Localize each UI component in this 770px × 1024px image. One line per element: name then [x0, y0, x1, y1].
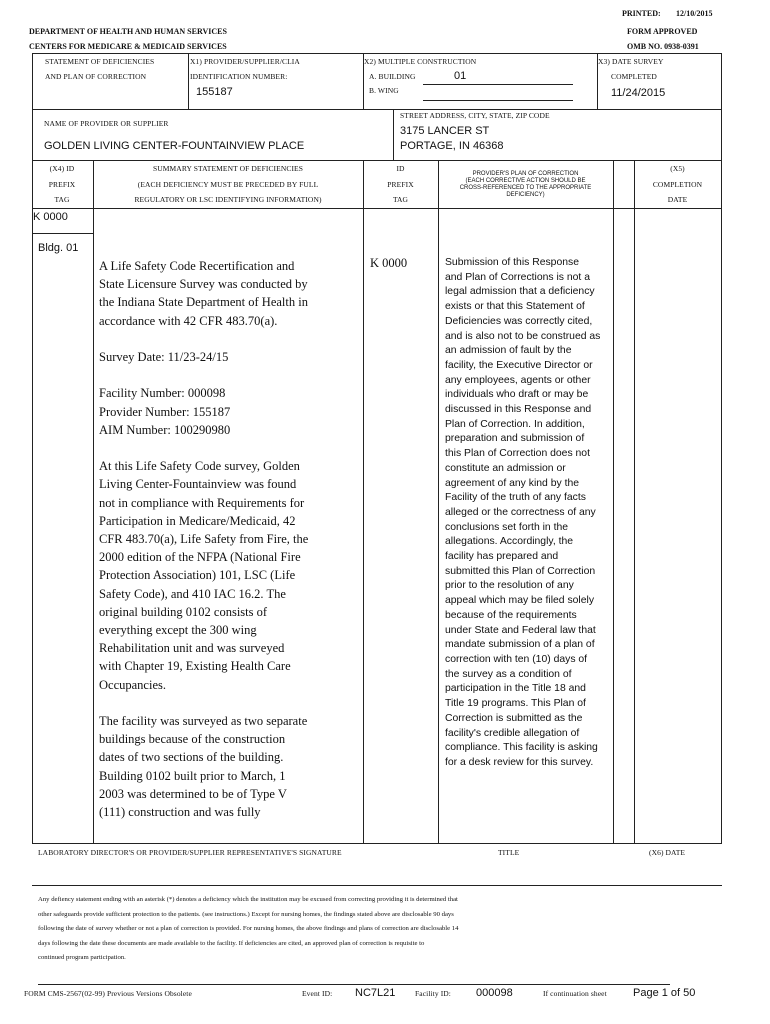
plan-header-3: CROSS-REFERENCED TO THE APPROPRIATE	[459, 185, 592, 191]
centers-title: CENTERS FOR MEDICARE & MEDICAID SERVICES	[29, 42, 227, 51]
printed-date: 12/10/2015	[676, 9, 713, 18]
plan-header-2: (EACH CORRECTIVE ACTION SHOULD BE	[465, 178, 586, 184]
summary-header-2: (EACH DEFICIENCY MUST BE PRECEDED BY FULL	[137, 180, 319, 189]
event-id-label: Event ID:	[302, 989, 333, 998]
survey-date: 11/24/2015	[611, 87, 666, 99]
tag-mid: K 0000	[370, 256, 408, 270]
footnote-line: days following the date these documents are made available to the facility. If deficiencies are cited, an approved plan of correction is requisite to	[38, 939, 425, 947]
provider-name-label: NAME OF PROVIDER OR SUPPLIER	[44, 119, 169, 128]
form-approved: FORM APPROVED	[627, 27, 698, 36]
x3-label-1: X3) DATE SURVEY	[598, 57, 664, 66]
plan-of-correction: Submission of this Response and Plan of Corrections is not a legal admission that a deficiency exists or that this Statement of Deficiencies was correctly cited, and is also not to be construed as an admission of fault by the facility, the Executive Director or any employees, agents or other individuals who draft or may be discussed in this Response and Plan of Correction. In addition, preparation and submission of this Plan of Correction does not constitute an admission or agreement of any kind by the Facility of the truth of any facts alleged or the correctness of any conclusions set forth in the allegations. Accordingly, the facility has prepared and submitted this Plan of Correction prior to the resolution of any appeal which may be filed solely because of the requirements under State and Federal law that mandate submission of a plan of correction with ten (10) days of the survey as a condition of participation in the Title 18 and Title 19 programs. This Plan of Correction is submitted as the facility's credible allegation of compliance. This facility is asking for a desk review for this survey.	[445, 257, 601, 768]
summary-paragraph: The facility was surveyed as two separate buildings because of the construction dates of two sections of the building. Building 0102 built prior to March, 1 2003 was determined to be of Type V (111) construction and was fully	[99, 714, 308, 820]
statement-label-2: AND PLAN OF CORRECTION	[45, 72, 147, 81]
signature-label: LABORATORY DIRECTOR'S OR PROVIDER/SUPPLIER REPRESENTATIVE'S SIGNATURE	[38, 848, 342, 857]
omb-number: OMB NO. 0938-0391	[627, 42, 699, 51]
summary-header-1: SUMMARY STATEMENT OF DEFICIENCIES	[152, 164, 303, 173]
x1-label-2: IDENTIFICATION NUMBER:	[190, 72, 288, 81]
id-prefix: PREFIX	[387, 180, 414, 189]
address-line-1: 3175 LANCER ST	[400, 125, 490, 137]
id-label: ID	[396, 164, 405, 173]
printed-label: PRINTED:	[622, 9, 661, 18]
x6-date-label: (X6) DATE	[649, 848, 686, 857]
facility-id-label: Facility ID:	[415, 989, 451, 998]
plan-header	[438, 171, 613, 199]
footnote-line: continued program participation.	[38, 954, 126, 961]
page-number: Page 1 of 50	[633, 987, 696, 999]
x5-label: (X5)	[670, 164, 685, 173]
summary-paragraph: At this Life Safety Code survey, Golden Living Center-Fountainview was found not in compliance with Requirements for Participation in Medicare/Medicaid, 42 CFR 483.70(a), Life Safety from Fire, the 2000 edition of the NFPA (National Fire Protection Association) 101, LSC (Life Safety Code), and 410 IAC 16.2. The original building 0102 consists of everything except the 300 wing Rehabilitation unit and was surveyed with Chapter 19, Existing Health Care Occupancies.	[99, 459, 309, 692]
form-number: FORM CMS-2567(02-99) Previous Versions Obsolete	[24, 989, 192, 998]
x1-label-1: X1) PROVIDER/SUPPLIER/CLIA	[190, 57, 300, 66]
x3-label-2: COMPLETED	[611, 72, 657, 81]
building-label: A. BUILDING	[369, 72, 416, 81]
footnote-line: following the date of survey whether or not a plan of correction is provided. For nursing homes, the above findings and plans of correction are disclosable 14	[38, 925, 459, 932]
provider-number: 155187	[196, 86, 233, 98]
department-title: DEPARTMENT OF HEALTH AND HUMAN SERVICES	[29, 27, 227, 36]
continuation-label: If continuation sheet	[543, 989, 607, 998]
address-line-2: PORTAGE, IN 46368	[400, 140, 504, 152]
address-label: STREET ADDRESS, CITY, STATE, ZIP CODE	[400, 111, 550, 120]
x4-prefix: PREFIX	[48, 180, 76, 189]
plan-header-1: PROVIDER'S PLAN OF CORRECTION	[472, 171, 579, 177]
summary-statement	[99, 257, 361, 821]
provider-name: GOLDEN LIVING CENTER-FOUNTAINVIEW PLACE	[44, 140, 305, 152]
footnote	[38, 893, 678, 966]
x5-date: DATE	[667, 195, 688, 204]
summary-paragraph: A Life Safety Code Recertification and State Licensure Survey was conducted by the Indiana State Department of Health in accordance with 42 CFR 483.70(a).	[99, 259, 308, 328]
x4-id: (X4) ID	[49, 164, 75, 173]
summary-header-3: REGULATORY OR LSC IDENTIFYING INFORMATION)	[134, 195, 322, 204]
statement-label-1: STATEMENT OF DEFICIENCIES	[45, 57, 155, 66]
summary-paragraph: Facility Number: 000098 Provider Number: 155187 AIM Number: 100290980	[99, 386, 231, 437]
title-label: TITLE	[498, 848, 520, 857]
id-tag: TAG	[392, 195, 409, 204]
summary-paragraph: Survey Date: 11/23-24/15	[99, 350, 229, 364]
x4-tag: TAG	[54, 195, 70, 204]
footnote-line: other safeguards provide sufficient protection to the patients. (see instructions.) Except for nursing homes, the findings stated above are disclosable 90 days	[38, 910, 454, 918]
building-id: Bldg. 01	[38, 242, 79, 254]
tag-left: K 0000	[33, 211, 68, 223]
footnote-line: Any defiency statement ending with an asterisk (*) denotes a deficiency which the institution may be excused from correcting providing it is determined that	[38, 896, 458, 903]
facility-id: 000098	[476, 987, 513, 999]
event-id: NC7L21	[355, 987, 396, 999]
x5-completion: COMPLETION	[652, 180, 703, 189]
wing-label: B. WING	[369, 86, 399, 95]
building-value: 01	[454, 70, 467, 82]
plan-header-4: DEFICIENCY)	[506, 192, 545, 198]
x2-label: X2) MULTIPLE CONSTRUCTION	[364, 57, 477, 66]
